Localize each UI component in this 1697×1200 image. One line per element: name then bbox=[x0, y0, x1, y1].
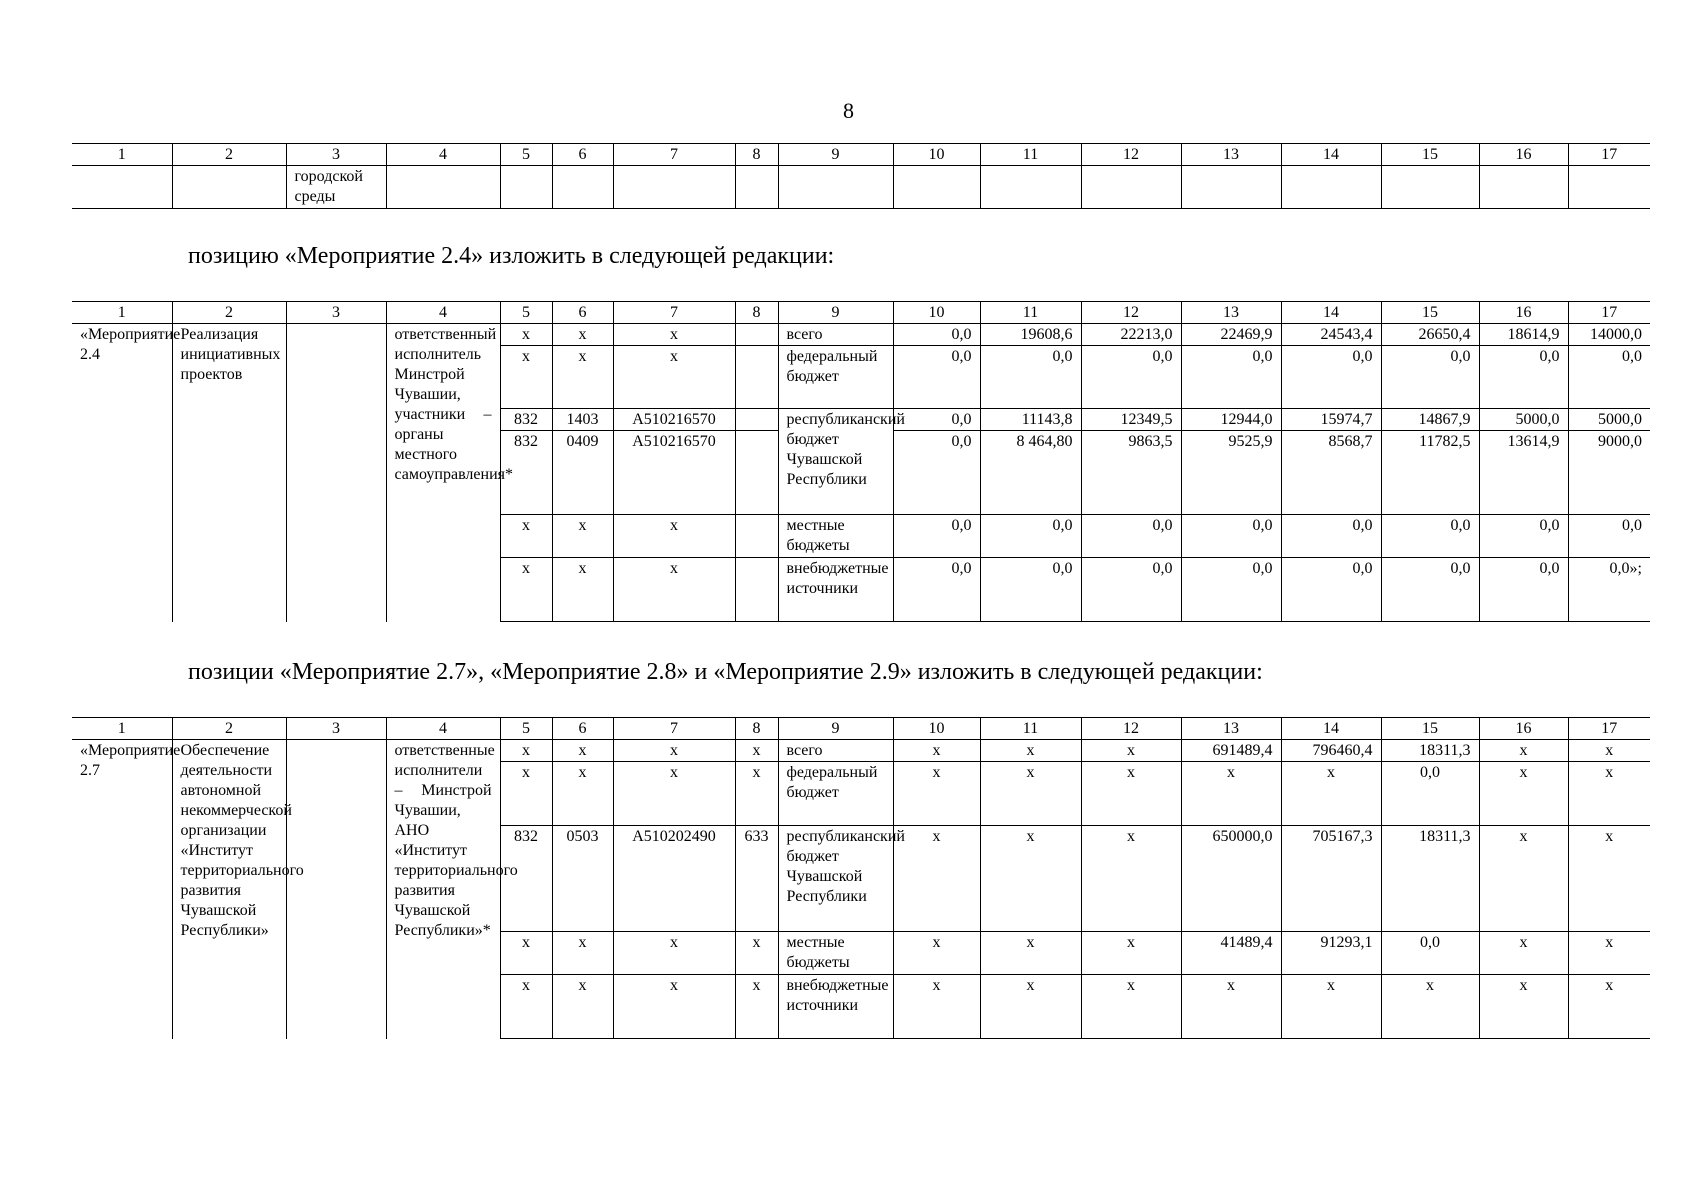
table-cell: 8568,7 bbox=[1281, 431, 1381, 515]
table-cell: 0,0 bbox=[1568, 515, 1650, 558]
column-number: 10 bbox=[893, 144, 980, 166]
table-cell: 41489,4 bbox=[1181, 932, 1281, 975]
table-cell: 650000,0 bbox=[1181, 826, 1281, 932]
table-cell: х bbox=[1479, 740, 1568, 762]
table-cell: х bbox=[980, 826, 1081, 932]
column-number: 11 bbox=[980, 718, 1081, 740]
column-number: 3 bbox=[286, 718, 386, 740]
table-cell: 18311,3 bbox=[1381, 826, 1479, 932]
table-cell: 0409 bbox=[552, 431, 613, 515]
table-event-2-4 bbox=[72, 301, 1650, 622]
column-number: 6 bbox=[552, 718, 613, 740]
table-cell: х bbox=[613, 558, 735, 622]
table-cell: 0,0 bbox=[893, 558, 980, 622]
table-cell: х bbox=[980, 975, 1081, 1039]
table-cell: 0,0 bbox=[893, 515, 980, 558]
event-executor: ответственные исполнители – Минстрой Чувашии, АНО «Институт территориального развития Чувашской Республики»* bbox=[386, 740, 500, 1039]
column-number: 9 bbox=[778, 302, 893, 324]
table-cell: х bbox=[613, 740, 735, 762]
table-cell: городской среды bbox=[286, 166, 386, 209]
table-cell: х bbox=[980, 740, 1081, 762]
table-cell: 0,0 bbox=[1479, 558, 1568, 622]
column-number: 13 bbox=[1181, 302, 1281, 324]
table-cell: х bbox=[893, 826, 980, 932]
table-cell: х bbox=[500, 740, 552, 762]
column-number: 16 bbox=[1479, 302, 1568, 324]
table-cell: 691489,4 bbox=[1181, 740, 1281, 762]
table-cell: х bbox=[735, 975, 778, 1039]
table-cell: 1403 bbox=[552, 409, 613, 431]
column-number: 2 bbox=[172, 144, 286, 166]
table-cell: 0,0 bbox=[1381, 346, 1479, 409]
table-cell: х bbox=[1568, 826, 1650, 932]
table-cell: 0,0 bbox=[1281, 558, 1381, 622]
column-number: 15 bbox=[1381, 302, 1479, 324]
column-number: 8 bbox=[735, 718, 778, 740]
column-number: 11 bbox=[980, 144, 1081, 166]
funding-source: всего bbox=[778, 740, 893, 762]
column-number: 14 bbox=[1281, 718, 1381, 740]
column-number: 1 bbox=[72, 718, 172, 740]
table-cell: 18614,9 bbox=[1479, 324, 1568, 346]
column-number: 3 bbox=[286, 144, 386, 166]
table-cell: х bbox=[1568, 932, 1650, 975]
column-number: 7 bbox=[613, 718, 735, 740]
column-number: 2 bbox=[172, 718, 286, 740]
column-number: 4 bbox=[386, 144, 500, 166]
table-cell: 15974,7 bbox=[1281, 409, 1381, 431]
column-number: 15 bbox=[1381, 718, 1479, 740]
column-number: 14 bbox=[1281, 144, 1381, 166]
column-number: 12 bbox=[1081, 302, 1181, 324]
table-cell: 0,0 bbox=[1381, 558, 1479, 622]
table-row bbox=[72, 324, 1650, 346]
table-cell: х bbox=[552, 762, 613, 826]
table-cell: х bbox=[613, 515, 735, 558]
table-cell: х bbox=[552, 558, 613, 622]
column-number-row bbox=[72, 144, 1650, 166]
table-cell: 0,0 bbox=[1281, 346, 1381, 409]
event-code: «Мероприятие 2.4 bbox=[72, 324, 172, 622]
table-cell: 0,0 bbox=[1479, 346, 1568, 409]
column-number: 5 bbox=[500, 144, 552, 166]
column-number: 17 bbox=[1568, 302, 1650, 324]
table-cell: 22469,9 bbox=[1181, 324, 1281, 346]
table-cell: х bbox=[1081, 740, 1181, 762]
table-cell bbox=[735, 346, 778, 409]
column-number-row bbox=[72, 302, 1650, 324]
section-heading-2-4: позицию «Мероприятие 2.4» изложить в следующей редакции: bbox=[188, 243, 835, 269]
table-cell: 18311,3 bbox=[1381, 740, 1479, 762]
column-number: 9 bbox=[778, 144, 893, 166]
table-cell: А510202490 bbox=[613, 826, 735, 932]
funding-source: федеральный бюджет bbox=[778, 346, 893, 409]
table-cell bbox=[735, 324, 778, 346]
table-cell: х bbox=[552, 346, 613, 409]
column-number: 7 bbox=[613, 302, 735, 324]
event-goal bbox=[286, 324, 386, 622]
table-cell: 832 bbox=[500, 409, 552, 431]
table-cell: 0503 bbox=[552, 826, 613, 932]
table-cell bbox=[735, 409, 778, 431]
table-cell: х bbox=[552, 515, 613, 558]
table-cell: х bbox=[613, 346, 735, 409]
table-cell: 0,0 bbox=[980, 346, 1081, 409]
table-cell: 633 bbox=[735, 826, 778, 932]
column-number: 4 bbox=[386, 718, 500, 740]
column-number: 1 bbox=[72, 302, 172, 324]
table-cell: х bbox=[613, 932, 735, 975]
table-cell: х bbox=[613, 762, 735, 826]
table-cell: х bbox=[735, 932, 778, 975]
column-number: 17 bbox=[1568, 144, 1650, 166]
funding-source: местные бюджеты bbox=[778, 932, 893, 975]
event-name: Обеспечение деятельности автономной некоммерческой организации «Институт территориального развития Чувашской Республики» bbox=[172, 740, 286, 1039]
event-goal bbox=[286, 740, 386, 1039]
column-number: 11 bbox=[980, 302, 1081, 324]
table-cell: 796460,4 bbox=[1281, 740, 1381, 762]
column-number: 13 bbox=[1181, 144, 1281, 166]
table-cell: х bbox=[893, 932, 980, 975]
table-cell: х bbox=[1381, 975, 1479, 1039]
table-cell: х bbox=[1568, 975, 1650, 1039]
table-cell: 0,0 bbox=[1568, 346, 1650, 409]
funding-source: внебюджетные источники bbox=[778, 975, 893, 1039]
table-cell: х bbox=[1081, 826, 1181, 932]
table-cell: 0,0 bbox=[980, 558, 1081, 622]
funding-source: местные бюджеты bbox=[778, 515, 893, 558]
table-cell: х bbox=[893, 762, 980, 826]
table-cell: х bbox=[1081, 975, 1181, 1039]
table-event-2-7 bbox=[72, 717, 1650, 1039]
column-number: 16 bbox=[1479, 718, 1568, 740]
table-cell: 832 bbox=[500, 431, 552, 515]
table-cell: 12944,0 bbox=[1181, 409, 1281, 431]
table-cell: х bbox=[552, 740, 613, 762]
table-cell: 0,0 bbox=[1381, 515, 1479, 558]
event-name: Реализация инициативных проектов bbox=[172, 324, 286, 622]
table-cell: 9000,0 bbox=[1568, 431, 1650, 515]
table-cell: х bbox=[552, 975, 613, 1039]
funding-source: республиканский бюджет Чувашской Республики bbox=[778, 826, 893, 932]
table-cell: А510216570 bbox=[613, 431, 735, 515]
funding-source: всего bbox=[778, 324, 893, 346]
table-cell: 0,0 bbox=[893, 409, 980, 431]
column-number: 1 bbox=[72, 144, 172, 166]
column-number: 13 bbox=[1181, 718, 1281, 740]
table-cell: 5000,0 bbox=[1568, 409, 1650, 431]
table-cell: х bbox=[1081, 932, 1181, 975]
column-number: 8 bbox=[735, 144, 778, 166]
table-cell: 0,0 bbox=[1381, 932, 1479, 975]
table-cell: 0,0 bbox=[1081, 558, 1181, 622]
table-cell bbox=[735, 558, 778, 622]
table-cell: х bbox=[552, 324, 613, 346]
funding-source: внебюджетные источники bbox=[778, 558, 893, 622]
table-cell: х bbox=[1479, 762, 1568, 826]
table-cell: 0,0 bbox=[1381, 762, 1479, 826]
table-cell: 13614,9 bbox=[1479, 431, 1568, 515]
table-cell: х bbox=[1081, 762, 1181, 826]
table-cell bbox=[735, 431, 778, 515]
event-code: «Мероприятие 2.7 bbox=[72, 740, 172, 1039]
table-cell: А510216570 bbox=[613, 409, 735, 431]
table-continuation bbox=[72, 143, 1650, 209]
table-cell: х bbox=[1181, 975, 1281, 1039]
table-cell: 0,0 bbox=[980, 515, 1081, 558]
table-cell: х bbox=[500, 515, 552, 558]
table-cell: 705167,3 bbox=[1281, 826, 1381, 932]
table-cell: х bbox=[1281, 762, 1381, 826]
table-row bbox=[72, 740, 1650, 762]
table-cell: х bbox=[500, 975, 552, 1039]
table-cell: х bbox=[500, 762, 552, 826]
table-cell: 9525,9 bbox=[1181, 431, 1281, 515]
column-number: 8 bbox=[735, 302, 778, 324]
column-number: 15 bbox=[1381, 144, 1479, 166]
table-cell: 0,0 bbox=[1081, 346, 1181, 409]
table-cell: 8 464,80 bbox=[980, 431, 1081, 515]
table-cell: 0,0 bbox=[893, 324, 980, 346]
column-number: 2 bbox=[172, 302, 286, 324]
table-cell: х bbox=[1479, 826, 1568, 932]
table-cell: х bbox=[893, 975, 980, 1039]
table-cell: 0,0 bbox=[1081, 515, 1181, 558]
table-cell: х bbox=[980, 932, 1081, 975]
table-cell: 26650,4 bbox=[1381, 324, 1479, 346]
table-cell: х bbox=[735, 762, 778, 826]
column-number: 12 bbox=[1081, 718, 1181, 740]
table-cell: 14000,0 bbox=[1568, 324, 1650, 346]
section-heading-2-7: позиции «Мероприятие 2.7», «Мероприятие 2.8» и «Мероприятие 2.9» изложить в следующей редакции: bbox=[188, 659, 1263, 685]
table-cell: 24543,4 bbox=[1281, 324, 1381, 346]
table-cell: 9863,5 bbox=[1081, 431, 1181, 515]
column-number: 10 bbox=[893, 718, 980, 740]
table-cell: х bbox=[1568, 762, 1650, 826]
column-number: 10 bbox=[893, 302, 980, 324]
table-cell: 14867,9 bbox=[1381, 409, 1479, 431]
page-number: 8 bbox=[843, 98, 854, 123]
table-cell: х bbox=[980, 762, 1081, 826]
column-number: 17 bbox=[1568, 718, 1650, 740]
column-number: 9 bbox=[778, 718, 893, 740]
table-cell: х bbox=[500, 558, 552, 622]
column-number: 7 bbox=[613, 144, 735, 166]
table-cell: 5000,0 bbox=[1479, 409, 1568, 431]
table-cell: х bbox=[613, 324, 735, 346]
table-cell: 0,0 bbox=[1181, 558, 1281, 622]
table-cell: х bbox=[1479, 932, 1568, 975]
table-cell: х bbox=[500, 324, 552, 346]
column-number: 4 bbox=[386, 302, 500, 324]
table-cell: 0,0 bbox=[1181, 346, 1281, 409]
table-cell: 0,0 bbox=[1181, 515, 1281, 558]
column-number-row bbox=[72, 718, 1650, 740]
column-number: 6 bbox=[552, 144, 613, 166]
column-number: 14 bbox=[1281, 302, 1381, 324]
funding-source: республиканский бюджет Чувашской Республики bbox=[778, 409, 893, 515]
table-cell: х bbox=[1568, 740, 1650, 762]
table-cell: х bbox=[500, 932, 552, 975]
table-cell: 0,0»; bbox=[1568, 558, 1650, 622]
table-cell: х bbox=[893, 740, 980, 762]
table-cell: 0,0 bbox=[1479, 515, 1568, 558]
table-cell: 832 bbox=[500, 826, 552, 932]
table-cell: х bbox=[500, 346, 552, 409]
table-cell bbox=[735, 515, 778, 558]
column-number: 6 bbox=[552, 302, 613, 324]
column-number: 5 bbox=[500, 302, 552, 324]
column-number: 12 bbox=[1081, 144, 1181, 166]
table-cell: х bbox=[735, 740, 778, 762]
table-cell: х bbox=[552, 932, 613, 975]
table-cell: 12349,5 bbox=[1081, 409, 1181, 431]
table-cell: 22213,0 bbox=[1081, 324, 1181, 346]
table-cell: х bbox=[1181, 762, 1281, 826]
table-cell: х bbox=[1479, 975, 1568, 1039]
table-cell: 0,0 bbox=[1281, 515, 1381, 558]
funding-source: федеральный бюджет bbox=[778, 762, 893, 826]
table-cell: 19608,6 bbox=[980, 324, 1081, 346]
column-number: 16 bbox=[1479, 144, 1568, 166]
table-cell: 91293,1 bbox=[1281, 932, 1381, 975]
column-number: 3 bbox=[286, 302, 386, 324]
column-number: 5 bbox=[500, 718, 552, 740]
table-cell: 11782,5 bbox=[1381, 431, 1479, 515]
event-executor: ответственный исполнитель Минстрой Чувашии, участники – органы местного самоуправления* bbox=[386, 324, 500, 622]
table-cell: 11143,8 bbox=[980, 409, 1081, 431]
table-cell: 0,0 bbox=[893, 346, 980, 409]
table-cell: 0,0 bbox=[893, 431, 980, 515]
table-row bbox=[72, 166, 1650, 209]
table-cell: х bbox=[613, 975, 735, 1039]
table-cell: х bbox=[1281, 975, 1381, 1039]
